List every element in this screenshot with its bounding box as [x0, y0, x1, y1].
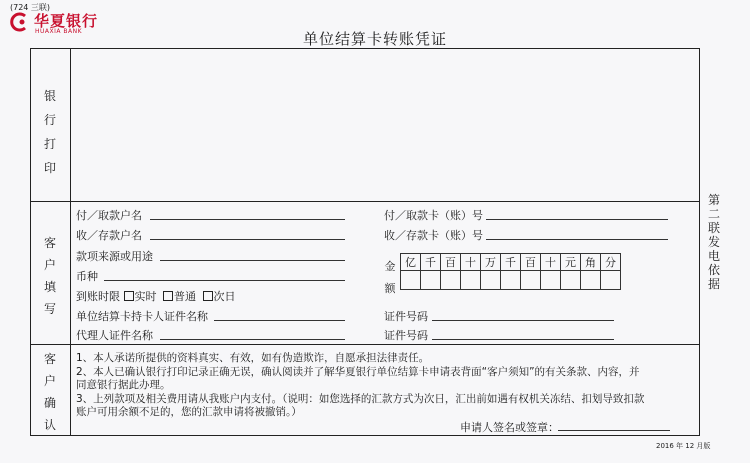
amount-unit-10: 分: [601, 254, 621, 271]
amount-digit-cell[interactable]: [601, 271, 621, 290]
amount-digit-cell[interactable]: [501, 271, 521, 290]
section-bank-print: 银行打印: [43, 89, 56, 175]
amount-label: 金额: [384, 260, 396, 295]
agent-id-number-field[interactable]: [432, 339, 614, 340]
checkbox-square-icon: [203, 291, 213, 301]
purpose-label: 款项来源或用途: [76, 250, 153, 263]
bank-name-cn: 华夏银行: [34, 12, 99, 30]
amount-unit-1: 千: [421, 254, 441, 271]
arrival-time-label: 到账时限: [76, 290, 120, 303]
amount-digit-cell[interactable]: [421, 271, 441, 290]
holder-id-number-field[interactable]: [432, 320, 614, 321]
realtime-checkbox[interactable]: [124, 290, 157, 303]
agent-id-number-label: 证件号码: [384, 329, 428, 342]
amount-digit-cell[interactable]: [581, 271, 601, 290]
payee-card-field[interactable]: [486, 239, 668, 240]
amount-digit-cell[interactable]: [561, 271, 581, 290]
holder-id-name-label: 单位结算卡持卡人证件名称: [76, 310, 208, 323]
amount-unit-7: 十: [541, 254, 561, 271]
amount-grid: [400, 253, 621, 290]
confirm-clause-2b: 同意银行据此办理。: [76, 379, 171, 391]
payee-name-field[interactable]: [150, 239, 345, 240]
form-code: (724 三联): [10, 3, 51, 12]
divider-fill-confirm: [30, 344, 700, 345]
amount-unit-8: 元: [561, 254, 581, 271]
amount-digit-cell[interactable]: [441, 271, 461, 290]
payee-name-label: 收／存款户名: [76, 229, 142, 242]
payer-card-field[interactable]: [486, 219, 668, 220]
nextday-checkbox[interactable]: [203, 290, 236, 303]
amount-unit-0: 亿: [401, 254, 421, 271]
section-customer-fill: 客户填写: [43, 236, 56, 316]
confirm-clause-3a: 3、上列款项及相关费用请从我账户内支付。（说明：如您选择的汇款方式为次日，汇出前如遇有权机关冻结、扣划导致扣款: [76, 393, 645, 405]
agent-id-name-label: 代理人证件名称: [76, 329, 153, 342]
amount-unit-row: [401, 254, 621, 271]
checkbox-square-icon: [163, 291, 173, 301]
amount-unit-6: 百: [521, 254, 541, 271]
payee-card-label: 收／存款卡（账）号: [384, 229, 483, 242]
payer-name-label: 付／取款户名: [76, 209, 142, 222]
holder-id-number-label: 证件号码: [384, 310, 428, 323]
currency-label: 币种: [76, 270, 98, 283]
amount-digit-cell[interactable]: [401, 271, 421, 290]
divider-bank-customer: [30, 201, 700, 202]
amount-digit-row: [401, 271, 621, 290]
checkbox-square-icon: [124, 291, 134, 301]
form-title: 单位结算卡转账凭证: [302, 30, 447, 48]
realtime-option-label: 实时: [134, 290, 157, 303]
amount-unit-9: 角: [581, 254, 601, 271]
label-column-divider: [70, 48, 71, 436]
purpose-field[interactable]: [160, 260, 345, 261]
amount-unit-3: 十: [461, 254, 481, 271]
amount-digit-cell[interactable]: [481, 271, 501, 290]
amount-unit-5: 千: [501, 254, 521, 271]
bank-name-en: HUAXIA BANK: [35, 28, 83, 35]
amount-digit-cell[interactable]: [521, 271, 541, 290]
amount-digit-cell[interactable]: [541, 271, 561, 290]
nextday-option-label: 次日: [213, 290, 236, 303]
currency-field[interactable]: [104, 280, 345, 281]
bank-print-area: [72, 50, 698, 199]
signature-field[interactable]: [558, 430, 670, 431]
payer-card-label: 付／取款卡（账）号: [384, 209, 483, 222]
confirm-clause-3b: 账户可用余额不足的，您的汇款申请将被撤销。）: [76, 406, 302, 418]
normal-checkbox[interactable]: [163, 290, 196, 303]
copy-label: 第二联 发电依据: [707, 193, 720, 291]
amount-unit-2: 百: [441, 254, 461, 271]
payer-name-field[interactable]: [150, 219, 345, 220]
normal-option-label: 普通: [174, 290, 196, 303]
holder-id-name-field[interactable]: [214, 320, 345, 321]
section-customer-confirm: 客户确认: [43, 352, 56, 432]
confirm-clause-2a: 2、本人已确认银行打印记录正确无误，确认阅读并了解华夏银行单位结算卡申请表背面“客户须知”的有关条款、内容，并: [76, 366, 640, 378]
signature-label: 申请人签名或签章：: [460, 421, 559, 434]
arrival-time-row: [76, 288, 236, 304]
confirm-clause-1: 1、本人承诺所提供的资料真实、有效，如有伪造欺诈，自愿承担法律责任。: [76, 352, 430, 364]
edition-label: 2016 年 12 月版: [656, 442, 711, 450]
agent-id-name-field[interactable]: [160, 339, 345, 340]
amount-unit-4: 万: [481, 254, 501, 271]
amount-digit-cell[interactable]: [461, 271, 481, 290]
